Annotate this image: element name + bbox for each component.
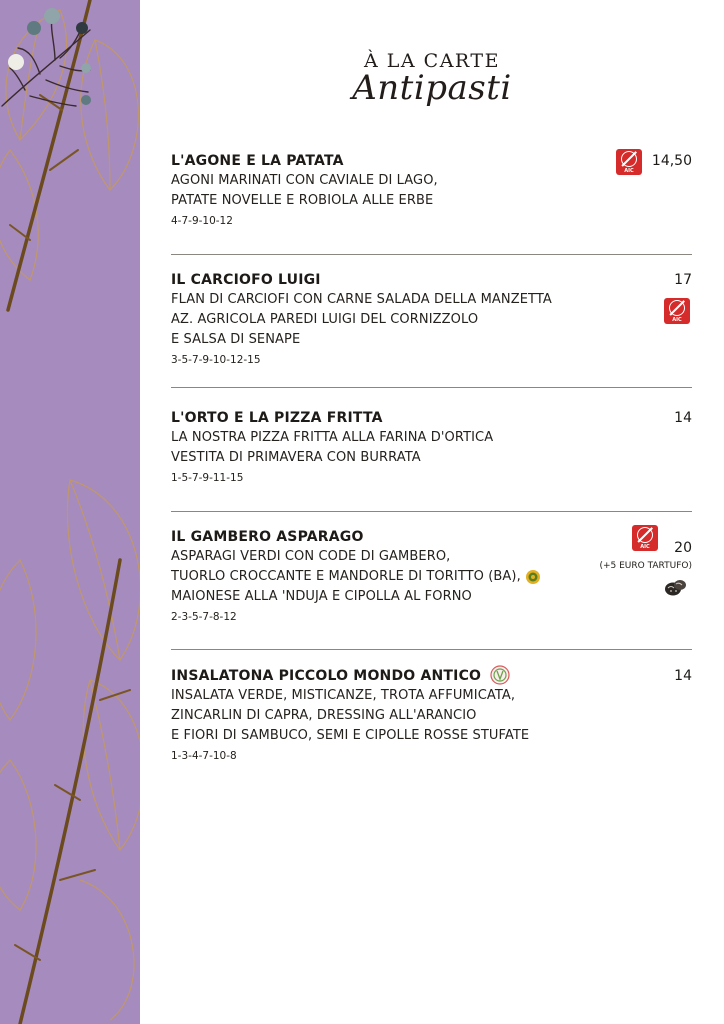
dish-name: IL CARCIOFO LUIGI <box>171 272 321 288</box>
dish-description-line: VESTITA DI PRIMAVERA CON BURRATA <box>171 450 421 465</box>
dish-description-line: MAIONESE ALLA 'NDUJA E CIPOLLA AL FORNO <box>171 589 472 604</box>
dish-description-line: PATATE NOVELLE E ROBIOLA ALLE ERBE <box>171 193 434 208</box>
dish-description-line: ZINCARLIN DI CAPRA, DRESSING ALL'ARANCIO <box>171 708 477 723</box>
dish-description-line: E SALSA DI SENAPE <box>171 332 301 347</box>
menu-header <box>140 50 724 108</box>
menu-section-title: Antipasti <box>352 68 512 108</box>
dish-description-line: INSALATA VERDE, MISTICANZE, TROTA AFFUMICATA, <box>171 688 516 703</box>
leaf-branch-illustration <box>0 0 140 1024</box>
dish-name: INSALATONA PICCOLO MONDO ANTICO <box>171 666 692 686</box>
dish-price: 17 <box>674 272 692 288</box>
dish-price: 14 <box>674 410 692 426</box>
slow-food-presidio-icon <box>525 569 541 585</box>
menu-supertitle: À LA CARTE <box>364 50 500 72</box>
menu-item <box>171 408 692 487</box>
menu-item <box>171 151 692 230</box>
separator <box>171 649 692 650</box>
dish-price: 14,50 <box>651 153 692 169</box>
menu-item <box>171 666 692 765</box>
menu-item <box>171 527 692 626</box>
gluten-free-icon: AIC <box>632 525 658 551</box>
decorative-sidebar <box>0 0 140 1024</box>
dish-description-line: TUORLO CROCCANTE E MANDORLE DI TORITTO (BA), <box>171 567 692 587</box>
dish-price: 14 <box>674 668 692 684</box>
price-note: (+5 EURO TARTUFO) <box>599 561 692 571</box>
menu-item <box>171 270 692 369</box>
berry-sprig-illustration <box>0 0 92 110</box>
dish-name: L'ORTO E LA PIZZA FRITTA <box>171 410 383 426</box>
allergen-codes: 3-5-7-9-10-12-15 <box>171 354 261 366</box>
gluten-free-icon: AIC <box>664 298 690 324</box>
separator <box>171 254 692 255</box>
dish-name: L'AGONE E LA PATATA <box>171 153 344 169</box>
dish-name: IL GAMBERO ASPARAGO <box>171 529 364 545</box>
dish-description-line: AGONI MARINATI CON CAVIALE DI LAGO, <box>171 173 438 188</box>
gluten-free-icon: AIC <box>616 149 642 175</box>
allergen-codes: 4-7-9-10-12 <box>171 215 233 227</box>
truffle-icon <box>664 577 688 597</box>
allergen-codes: 1-3-4-7-10-8 <box>171 750 237 762</box>
dish-description-line: ASPARAGI VERDI CON CODE DI GAMBERO, <box>171 549 451 564</box>
dish-price: 20 <box>674 540 692 556</box>
dish-description-line: AZ. AGRICOLA PAREDI LUIGI DEL CORNIZZOLO <box>171 312 479 327</box>
dish-description-line: FLAN DI CARCIOFI CON CARNE SALADA DELLA MANZETTA <box>171 292 552 307</box>
allergen-codes: 2-3-5-7-8-12 <box>171 611 237 623</box>
separator <box>171 511 692 512</box>
allergen-codes: 1-5-7-9-11-15 <box>171 472 244 484</box>
vegetarian-badge-icon <box>490 665 510 685</box>
dish-description-line: E FIORI DI SAMBUCO, SEMI E CIPOLLE ROSSE STUFATE <box>171 728 530 743</box>
dish-description-line: LA NOSTRA PIZZA FRITTA ALLA FARINA D'ORTICA <box>171 430 494 445</box>
separator <box>171 387 692 388</box>
